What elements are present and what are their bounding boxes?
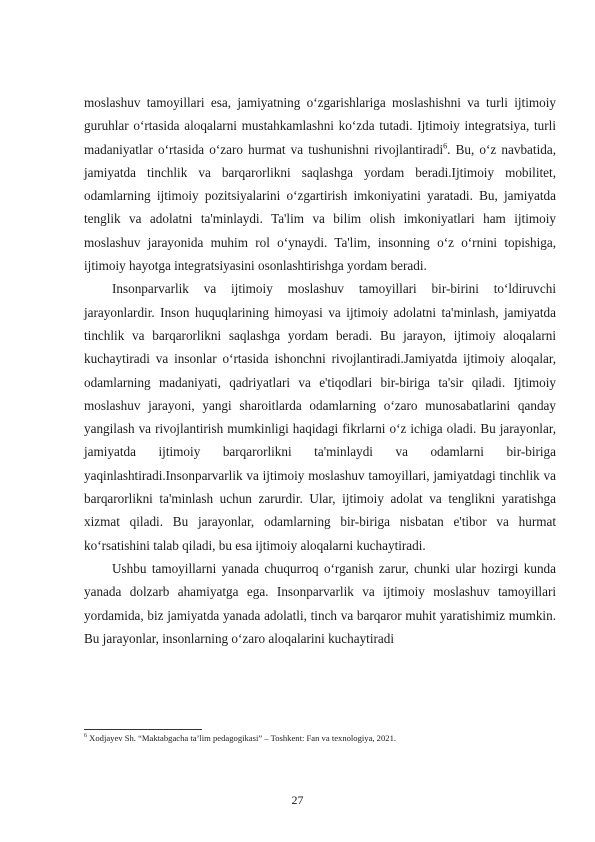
paragraph-1-text-a: moslashuv tamoyillari esa, jamiyatning o‘zgarishlariga moslashishni va turli ijtimoiy guruhlar o‘rtasida aloqalarni mustahkamlashni ko‘zda tutadi. Ijtimoiy integratsiya, turli madaniyatlar o‘rtasida o‘zaro hurmat va tushunishni rivojlantiradi — [84, 95, 556, 157]
page-body — [84, 91, 556, 650]
footnote-number: 6 — [84, 733, 87, 740]
footnote — [84, 733, 556, 744]
footnote-text: Xodjayev Sh. “Maktabgacha ta’lim pedagogikasi” – Toshkent: Fan va texnologiya, 2021. — [87, 733, 397, 743]
page-number: 27 — [291, 793, 304, 807]
footnote-reference[interactable]: 6 — [443, 141, 448, 151]
footnote-separator — [84, 729, 202, 730]
paragraph-3: Ushbu tamoyillarni yanada chuqurroq o‘rganish zarur, chunki ular hozirgi kunda yanada dolzarb ahamiyatga ega. Insonparvarlik va ijtimoiy moslashuv tamoyillari yordamida, biz jamiyatda yanada adolatli, tinch va barqaror muhit yaratishimiz mumkin. Bu jarayonlar, insonlarning o‘zaro aloqalarini kuchaytiradi — [84, 560, 556, 646]
paragraph-2: Insonparvarlik va ijtimoiy moslashuv tamoyillari bir-birini to‘ldiruvchi jarayonlardir. Inson huquqlarining himoyasi va ijtimoiy adolatni ta'minlash, jamiyatda tinchlik va barqarorlikni saqlashga yordam beradi. Bu jarayon, ijtimoiy aloqalarni kuchaytiradi va insonlar o‘rtasida ishonchni rivojlantiradi.Jamiyatda ijtimoiy aloqalar, odamlarning madaniyati, qadriyatlari va e'tiqodlari bir-biriga ta'sir qiladi. Ijtimoiy moslashuv jarayoni, yangi sharoitlarda odamlarning o‘zaro munosabatlarini qanday yangilash va rivojlantirish mumkinligi haqidagi fikrlarni o‘z ichiga oladi. Bu jarayonlar, jamiyatda ijtimoiy barqarorlikni ta'minlaydi va odamlarni bir-biriga yaqinlashtiradi.Insonparvarlik va ijtimoiy moslashuv tamoyillari, jamiyatdagi tinchlik va barqarorlikni ta'minlash uchun zarurdir. Ular, ijtimoiy adolat va tenglikni yaratishga xizmat qiladi. Bu jarayonlar, odamlarning bir-biriga nisbatan e'tibor va hurmat ko‘rsatishini talab qiladi, bu esa ijtimoiy aloqalarni kuchaytiradi. — [84, 281, 556, 553]
paragraph-1-text-b: . Bu, o‘z navbatida, jamiyatda tinchlik va barqarorlikni saqlashga yordam beradi.Ijtimoiy mobilitet, odamlarning ijtimoiy pozitsiyalarini o‘zgartirish imkoniyatini yaratadi. Bu, jamiyatda tenglik va adolatni ta'minlaydi. Ta'lim va bilim olish imkoniyatlari ham ijtimoiy moslashuv jarayonida muhim rol o‘ynaydi. Ta'lim, insonning o‘z o‘rnini topishiga, ijtimoiy hayotga integratsiyasini osonlashtirishga yordam beradi. — [84, 141, 556, 274]
paragraph-1 — [84, 91, 556, 277]
